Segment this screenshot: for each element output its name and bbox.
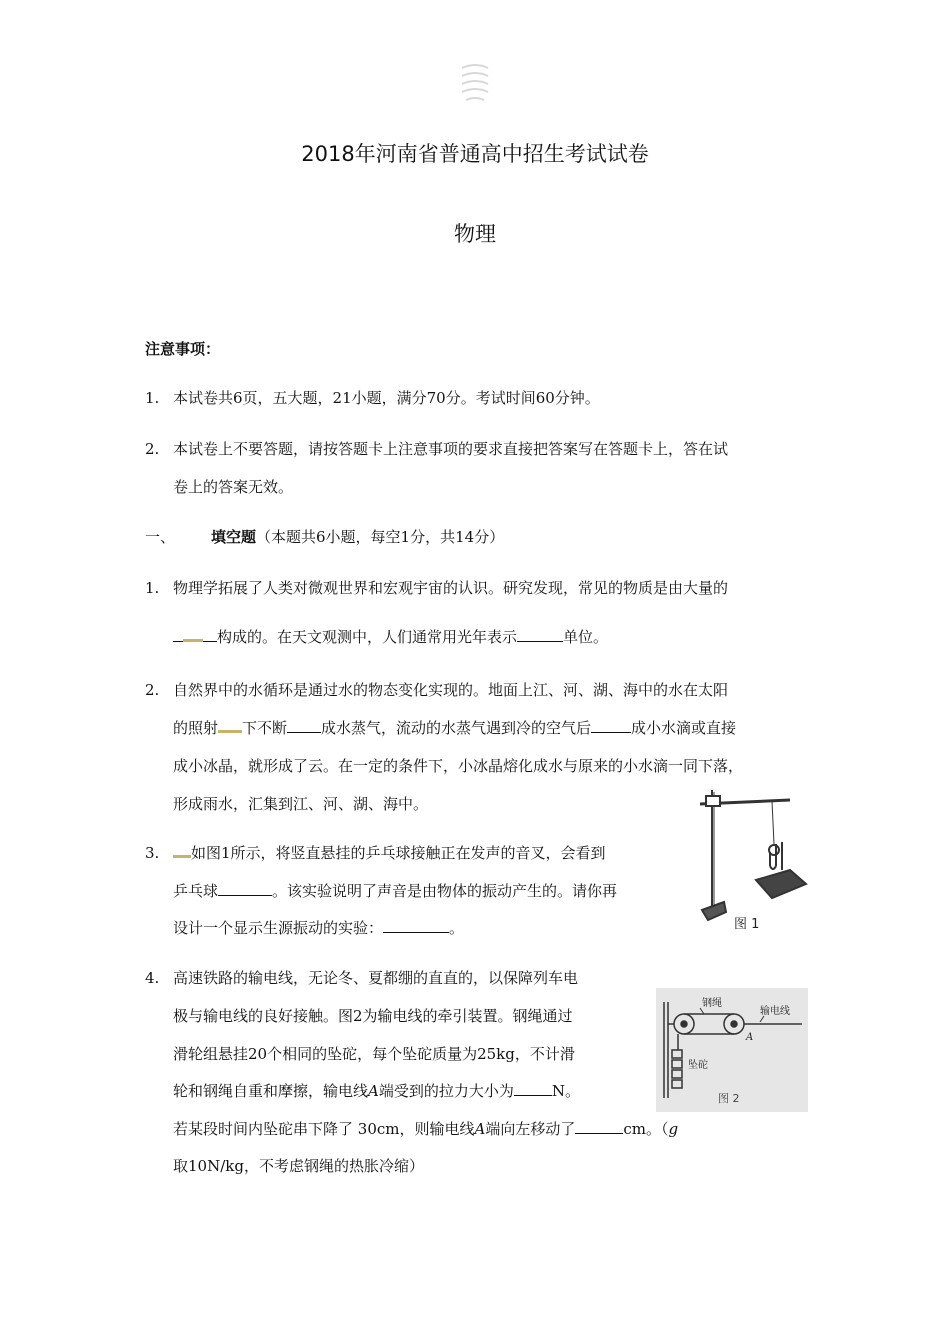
question-3-num: 3. [145,844,160,862]
question-4-var-a-2: A [474,1120,486,1138]
notice-item-2-text-line1: 本试卷上不要答题，请按答题卡上注意事项的要求直接把答案写在答题卡上，答在试 [173,440,729,458]
answer-blank[interactable] [218,881,272,896]
answer-blank[interactable] [517,627,563,642]
question-3-text-2a: 乒乓球 [173,882,219,900]
question-2-line2 [173,717,736,739]
notice-item-1 [145,387,600,409]
question-1-line1 [145,577,728,599]
question-1-line2 [173,626,608,648]
notice-item-2-num: 2. [145,440,160,458]
question-4-line2: 极与输电线的良好接触。图2为输电线的牵引装置。钢绳通过 [173,1007,573,1025]
question-4-line3: 滑轮组悬挂20个相同的坠砣，每个坠砣质量为25kg，不计滑 [173,1045,575,1063]
question-4-line1 [145,967,578,989]
section-1-desc: （本题共6小题，每空1分，共14分） [256,528,505,546]
figure-2-point-label: A [746,1032,754,1043]
notice-item-1-num: 1. [145,389,160,407]
watermark-logo-icon [456,58,494,106]
answer-blank[interactable] [575,1119,623,1134]
question-4-text-5c: cm。（ [623,1120,669,1138]
figure-2-pulley-apparatus [656,988,808,1112]
subject-title: 物理 [454,222,496,246]
question-2-line3: 成小冰晶，就形成了云。在一定的条件下，小冰晶熔化成水与原来的小水滴一同下落， [173,757,744,775]
answer-blank[interactable] [173,627,183,642]
notice-heading: 注意事项： [145,340,221,358]
question-4-text-4a: 轮和钢绳自重和摩擦，输电线 [173,1082,369,1100]
highlight-mark [218,717,242,733]
question-3-line3 [173,917,464,939]
question-4-text-4b: 端受到的拉力大小为 [378,1082,514,1100]
notice-item-1-text: 本试卷共6页，五大题，21小题，满分70分。考试时间60分钟。 [173,389,600,407]
figure-1-caption: 图 1 [734,917,760,932]
answer-blank[interactable] [514,1081,552,1096]
question-2-line4: 形成雨水，汇集到江、河、湖、海中。 [173,795,429,813]
answer-blank[interactable] [287,718,321,733]
question-3-line1 [145,842,606,864]
question-4-text-5b: 端向左移动了 [485,1120,576,1138]
answer-blank[interactable] [383,918,449,933]
question-2-text-1: 自然界中的水循环是通过水的物态变化实现的。地面上江、河、湖、海中的水在太阳 [173,681,729,699]
question-4-var-g: g [668,1120,679,1138]
question-3-text-3b: 。 [449,919,465,937]
question-4-var-a: A [368,1082,379,1100]
question-4-num: 4. [145,969,160,987]
question-1-num: 1. [145,579,160,597]
figure-2-rope-label: 钢绳 [702,998,722,1009]
question-4-text-1: 高速铁路的输电线，无论冬、夏都绷的直直的，以保障列车电 [173,969,579,987]
question-3-line2 [173,880,617,902]
question-2-text-2a: 的照射 [173,719,219,737]
question-2-line1 [145,679,728,701]
notice-item-2-text-line2: 卷上的答案无效。 [173,478,294,496]
figure-2-caption: 图 2 [718,1092,740,1105]
highlight-mark [173,842,191,858]
question-3-text-2b: 。该实验说明了声音是由物体的振动产生的。请你再 [272,882,618,900]
question-4-text-4c: N。 [551,1082,581,1100]
question-4-text-5a: 若某段时间内坠砣串下降了 30cm，则输电线 [173,1120,475,1138]
question-4-line6: 取10N/kg，不考虑钢绳的热胀冷缩） [173,1157,424,1175]
figure-1-tuning-fork-apparatus [686,784,810,934]
section-1-num: 一、 [145,528,176,546]
highlight-mark [183,626,203,642]
question-4-line4 [173,1080,580,1102]
section-1-title: 填空题 [211,528,257,546]
question-2-text-2b: 下不断 [242,719,288,737]
question-2-text-2d: 成小水滴或直接 [631,719,737,737]
figure-2-weight-label: 坠砣 [688,1060,708,1071]
section-1-heading [145,526,504,548]
question-2-num: 2. [145,681,160,699]
question-3-text-1: 如图1所示，将竖直悬挂的乒乓球接触正在发声的音叉，会看到 [191,844,606,862]
answer-blank[interactable] [591,718,631,733]
question-1-text-1: 物理学拓展了人类对微观世界和宏观宇宙的认识。研究发现，常见的物质是由大量的 [173,579,729,597]
question-2-text-2c: 成水蒸气，流动的水蒸气遇到冷的空气后 [321,719,592,737]
notice-item-2 [145,438,728,460]
answer-blank[interactable] [203,627,217,642]
question-1-text-2: 构成的。在天文观测中，人们通常用光年表示 [217,628,518,646]
question-4-line5 [173,1118,678,1140]
figure-2-wire-label: 输电线 [760,1006,790,1017]
question-3-text-3a: 设计一个显示生源振动的实验： [173,919,384,937]
question-1-text-3: 单位。 [563,628,609,646]
exam-title: 2018年河南省普通高中招生考试试卷 [301,142,649,166]
